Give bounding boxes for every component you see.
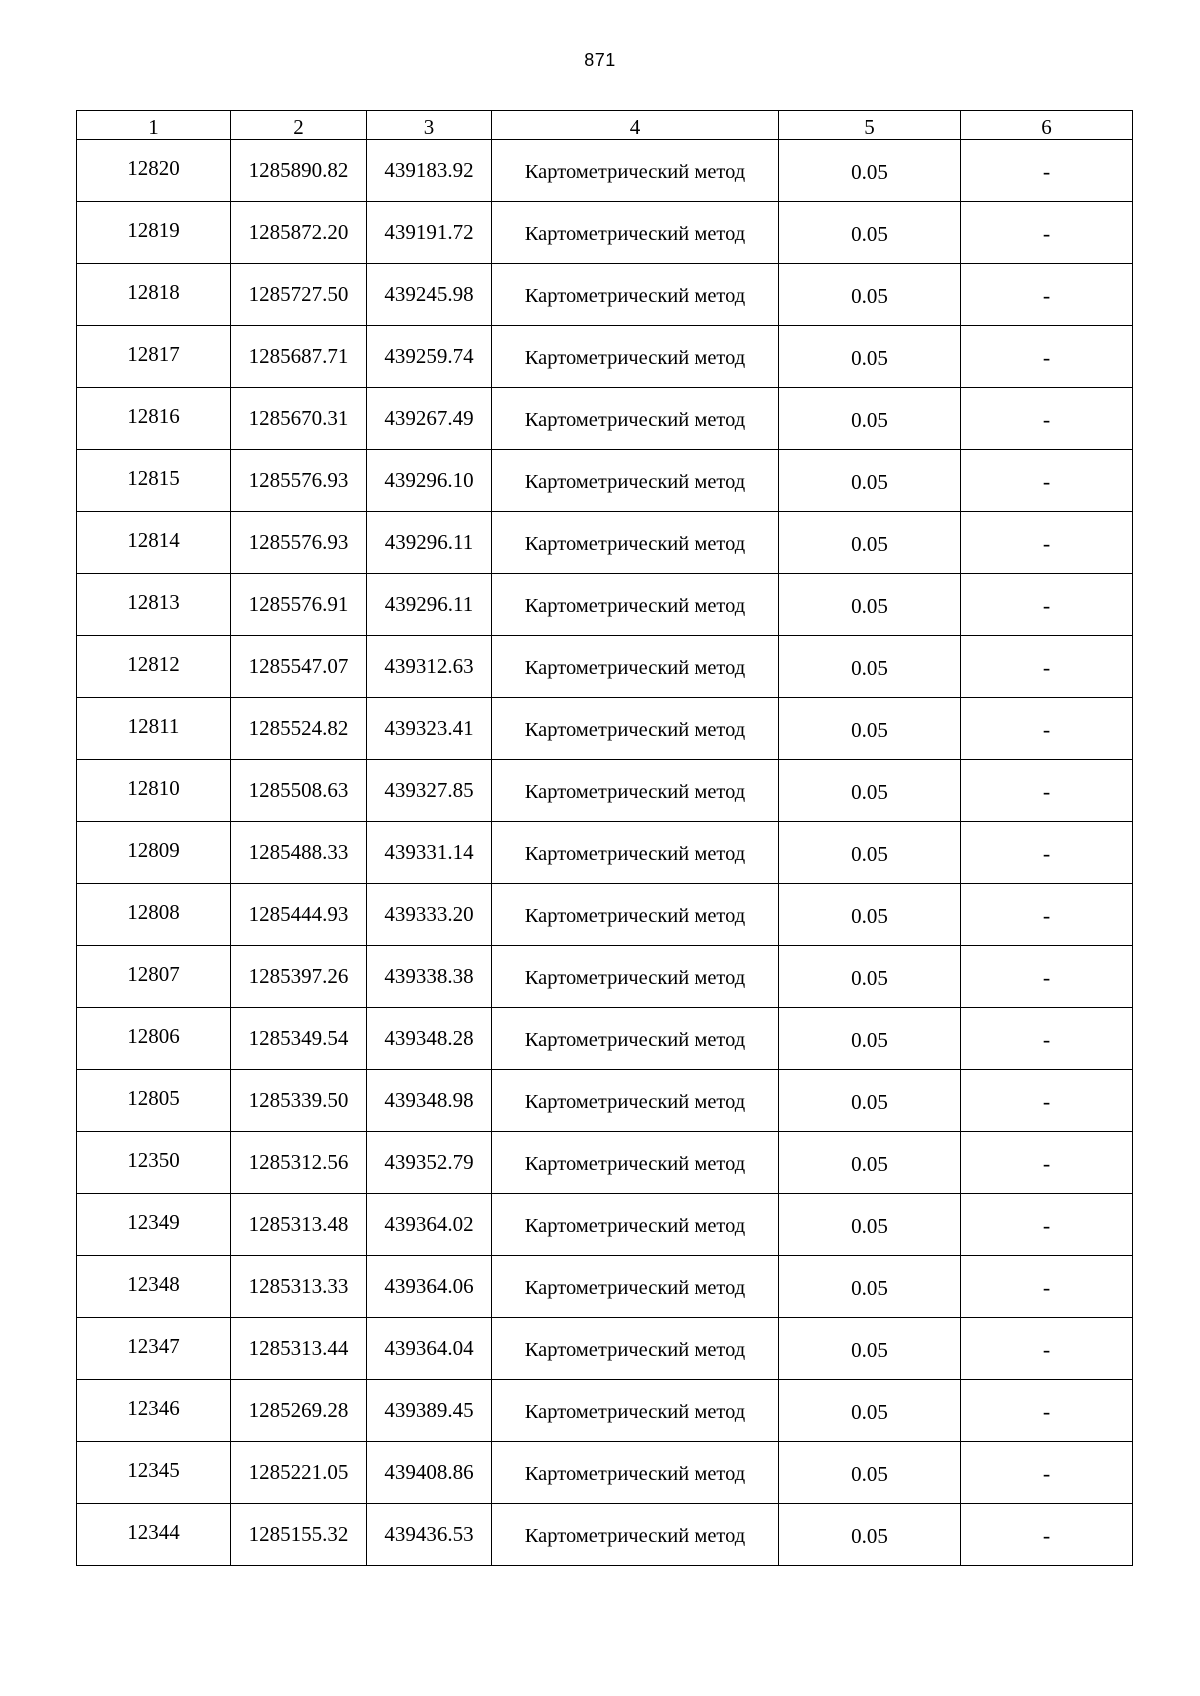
table-row [77, 574, 1133, 636]
note-cell: - [961, 264, 1133, 326]
point-number-cell: 12813 [77, 574, 231, 636]
accuracy-cell: 0.05 [779, 388, 961, 450]
accuracy-cell: 0.05 [779, 1442, 961, 1504]
table-row [77, 1504, 1133, 1566]
accuracy-cell: 0.05 [779, 636, 961, 698]
x-coordinate-cell: 1285524.82 [231, 698, 367, 760]
table-header [77, 111, 1133, 140]
method-cell: Картометрический метод [492, 1194, 779, 1256]
table-row [77, 202, 1133, 264]
method-cell: Картометрический метод [492, 1256, 779, 1318]
table-row [77, 1256, 1133, 1318]
note-cell: - [961, 1442, 1133, 1504]
method-cell: Картометрический метод [492, 946, 779, 1008]
note-cell: - [961, 822, 1133, 884]
x-coordinate-cell: 1285687.71 [231, 326, 367, 388]
accuracy-cell: 0.05 [779, 1318, 961, 1380]
x-coordinate-cell: 1285155.32 [231, 1504, 367, 1566]
note-cell: - [961, 1008, 1133, 1070]
point-number-cell: 12349 [77, 1194, 231, 1256]
table-row [77, 1380, 1133, 1442]
table-row [77, 1008, 1133, 1070]
accuracy-cell: 0.05 [779, 1194, 961, 1256]
y-coordinate-cell: 439296.11 [367, 512, 492, 574]
method-cell: Картометрический метод [492, 884, 779, 946]
point-number-cell: 12347 [77, 1318, 231, 1380]
accuracy-cell: 0.05 [779, 202, 961, 264]
point-number-cell: 12344 [77, 1504, 231, 1566]
x-coordinate-cell: 1285727.50 [231, 264, 367, 326]
method-cell: Картометрический метод [492, 1008, 779, 1070]
y-coordinate-cell: 439191.72 [367, 202, 492, 264]
x-coordinate-cell: 1285349.54 [231, 1008, 367, 1070]
y-coordinate-cell: 439323.41 [367, 698, 492, 760]
y-coordinate-cell: 439408.86 [367, 1442, 492, 1504]
x-coordinate-cell: 1285488.33 [231, 822, 367, 884]
method-cell: Картометрический метод [492, 636, 779, 698]
column-header-5: 5 [779, 111, 961, 140]
y-coordinate-cell: 439338.38 [367, 946, 492, 1008]
note-cell: - [961, 636, 1133, 698]
note-cell: - [961, 1504, 1133, 1566]
method-cell: Картометрический метод [492, 698, 779, 760]
point-number-cell: 12808 [77, 884, 231, 946]
page-number: 871 [584, 50, 616, 70]
note-cell: - [961, 1318, 1133, 1380]
y-coordinate-cell: 439436.53 [367, 1504, 492, 1566]
x-coordinate-cell: 1285221.05 [231, 1442, 367, 1504]
note-cell: - [961, 1380, 1133, 1442]
note-cell: - [961, 140, 1133, 202]
table-row [77, 698, 1133, 760]
y-coordinate-cell: 439296.11 [367, 574, 492, 636]
table-row [77, 1132, 1133, 1194]
method-cell: Картометрический метод [492, 1442, 779, 1504]
x-coordinate-cell: 1285508.63 [231, 760, 367, 822]
column-header-3: 3 [367, 111, 492, 140]
method-cell: Картометрический метод [492, 140, 779, 202]
point-number-cell: 12815 [77, 450, 231, 512]
accuracy-cell: 0.05 [779, 326, 961, 388]
accuracy-cell: 0.05 [779, 946, 961, 1008]
method-cell: Картометрический метод [492, 264, 779, 326]
accuracy-cell: 0.05 [779, 1070, 961, 1132]
table-row [77, 140, 1133, 202]
accuracy-cell: 0.05 [779, 760, 961, 822]
table-row [77, 946, 1133, 1008]
method-cell: Картометрический метод [492, 760, 779, 822]
y-coordinate-cell: 439296.10 [367, 450, 492, 512]
note-cell: - [961, 1256, 1133, 1318]
table-row [77, 884, 1133, 946]
method-cell: Картометрический метод [492, 512, 779, 574]
column-header-4: 4 [492, 111, 779, 140]
x-coordinate-cell: 1285670.31 [231, 388, 367, 450]
y-coordinate-cell: 439327.85 [367, 760, 492, 822]
table-row [77, 1194, 1133, 1256]
accuracy-cell: 0.05 [779, 1256, 961, 1318]
note-cell: - [961, 1132, 1133, 1194]
method-cell: Картометрический метод [492, 574, 779, 636]
point-number-cell: 12811 [77, 698, 231, 760]
y-coordinate-cell: 439348.28 [367, 1008, 492, 1070]
accuracy-cell: 0.05 [779, 1380, 961, 1442]
x-coordinate-cell: 1285576.93 [231, 450, 367, 512]
x-coordinate-cell: 1285444.93 [231, 884, 367, 946]
table-row [77, 636, 1133, 698]
y-coordinate-cell: 439312.63 [367, 636, 492, 698]
y-coordinate-cell: 439364.06 [367, 1256, 492, 1318]
note-cell: - [961, 1194, 1133, 1256]
method-cell: Картометрический метод [492, 822, 779, 884]
x-coordinate-cell: 1285397.26 [231, 946, 367, 1008]
note-cell: - [961, 388, 1133, 450]
y-coordinate-cell: 439364.04 [367, 1318, 492, 1380]
table-row [77, 450, 1133, 512]
point-number-cell: 12346 [77, 1380, 231, 1442]
method-cell: Картометрический метод [492, 1070, 779, 1132]
y-coordinate-cell: 439389.45 [367, 1380, 492, 1442]
method-cell: Картометрический метод [492, 450, 779, 512]
method-cell: Картометрический метод [492, 1318, 779, 1380]
x-coordinate-cell: 1285547.07 [231, 636, 367, 698]
header-row [77, 111, 1133, 140]
point-number-cell: 12350 [77, 1132, 231, 1194]
note-cell: - [961, 326, 1133, 388]
x-coordinate-cell: 1285312.56 [231, 1132, 367, 1194]
method-cell: Картометрический метод [492, 388, 779, 450]
point-number-cell: 12817 [77, 326, 231, 388]
table-body [77, 140, 1133, 1566]
point-number-cell: 12809 [77, 822, 231, 884]
column-header-6: 6 [961, 111, 1133, 140]
x-coordinate-cell: 1285576.93 [231, 512, 367, 574]
accuracy-cell: 0.05 [779, 1504, 961, 1566]
y-coordinate-cell: 439352.79 [367, 1132, 492, 1194]
note-cell: - [961, 946, 1133, 1008]
note-cell: - [961, 450, 1133, 512]
accuracy-cell: 0.05 [779, 1132, 961, 1194]
x-coordinate-cell: 1285313.33 [231, 1256, 367, 1318]
method-cell: Картометрический метод [492, 326, 779, 388]
x-coordinate-cell: 1285339.50 [231, 1070, 367, 1132]
table-row [77, 1318, 1133, 1380]
note-cell: - [961, 1070, 1133, 1132]
x-coordinate-cell: 1285890.82 [231, 140, 367, 202]
note-cell: - [961, 698, 1133, 760]
accuracy-cell: 0.05 [779, 512, 961, 574]
accuracy-cell: 0.05 [779, 884, 961, 946]
accuracy-cell: 0.05 [779, 822, 961, 884]
x-coordinate-cell: 1285872.20 [231, 202, 367, 264]
point-number-cell: 12814 [77, 512, 231, 574]
y-coordinate-cell: 439333.20 [367, 884, 492, 946]
y-coordinate-cell: 439183.92 [367, 140, 492, 202]
y-coordinate-cell: 439331.14 [367, 822, 492, 884]
column-header-1: 1 [77, 111, 231, 140]
y-coordinate-cell: 439245.98 [367, 264, 492, 326]
x-coordinate-cell: 1285269.28 [231, 1380, 367, 1442]
method-cell: Картометрический метод [492, 202, 779, 264]
method-cell: Картометрический метод [492, 1504, 779, 1566]
point-number-cell: 12812 [77, 636, 231, 698]
point-number-cell: 12818 [77, 264, 231, 326]
accuracy-cell: 0.05 [779, 264, 961, 326]
table-row [77, 1070, 1133, 1132]
accuracy-cell: 0.05 [779, 450, 961, 512]
table-row [77, 326, 1133, 388]
y-coordinate-cell: 439267.49 [367, 388, 492, 450]
point-number-cell: 12810 [77, 760, 231, 822]
note-cell: - [961, 760, 1133, 822]
point-number-cell: 12345 [77, 1442, 231, 1504]
coordinates-table [76, 110, 1133, 1566]
table-row [77, 760, 1133, 822]
column-header-2: 2 [231, 111, 367, 140]
table-row [77, 264, 1133, 326]
note-cell: - [961, 202, 1133, 264]
table-row [77, 388, 1133, 450]
x-coordinate-cell: 1285313.48 [231, 1194, 367, 1256]
point-number-cell: 12348 [77, 1256, 231, 1318]
accuracy-cell: 0.05 [779, 698, 961, 760]
y-coordinate-cell: 439364.02 [367, 1194, 492, 1256]
note-cell: - [961, 884, 1133, 946]
point-number-cell: 12819 [77, 202, 231, 264]
note-cell: - [961, 512, 1133, 574]
x-coordinate-cell: 1285313.44 [231, 1318, 367, 1380]
note-cell: - [961, 574, 1133, 636]
y-coordinate-cell: 439348.98 [367, 1070, 492, 1132]
accuracy-cell: 0.05 [779, 140, 961, 202]
accuracy-cell: 0.05 [779, 574, 961, 636]
table-row [77, 512, 1133, 574]
point-number-cell: 12807 [77, 946, 231, 1008]
point-number-cell: 12805 [77, 1070, 231, 1132]
point-number-cell: 12816 [77, 388, 231, 450]
table-row [77, 1442, 1133, 1504]
point-number-cell: 12820 [77, 140, 231, 202]
table-row [77, 822, 1133, 884]
method-cell: Картометрический метод [492, 1380, 779, 1442]
accuracy-cell: 0.05 [779, 1008, 961, 1070]
x-coordinate-cell: 1285576.91 [231, 574, 367, 636]
y-coordinate-cell: 439259.74 [367, 326, 492, 388]
method-cell: Картометрический метод [492, 1132, 779, 1194]
point-number-cell: 12806 [77, 1008, 231, 1070]
